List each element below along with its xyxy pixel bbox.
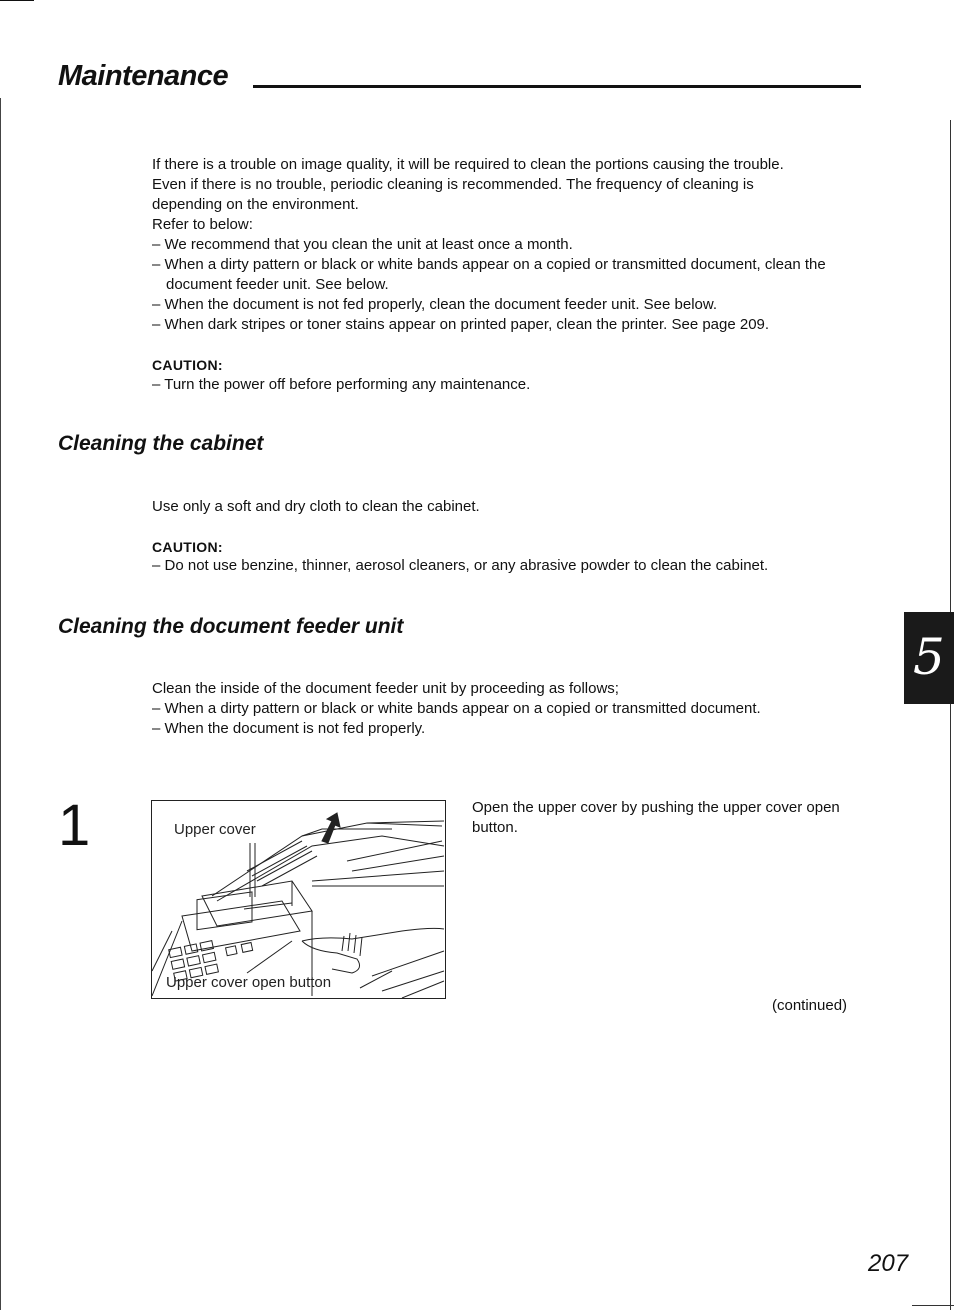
feeder-line: – When the document is not fed properly. [152, 720, 426, 737]
step-instruction: Open the upper cover by pushing the upper cover open button. [472, 799, 840, 836]
intro-section [152, 155, 872, 335]
label-open-button: Upper cover open button [166, 974, 332, 991]
caution-label: CAUTION: [152, 357, 223, 373]
intro-line: depending on the environment. [152, 196, 359, 213]
section-heading-cabinet: Cleaning the cabinet [58, 432, 264, 455]
intro-line: Even if there is no trouble, periodic cleaning is recommended. The frequency of cleaning is [152, 176, 754, 193]
feeder-illustration [151, 800, 446, 999]
intro-line: Refer to below: [152, 216, 253, 233]
caution-label: CAUTION: [152, 539, 223, 555]
left-edge-line [0, 98, 1, 1310]
intro-bullet-list [152, 235, 872, 335]
caution-text: – Turn the power off before performing any maintenance. [152, 376, 531, 393]
section-heading-feeder: Cleaning the document feeder unit [58, 615, 404, 638]
caution-text: – Do not use benzine, thinner, aerosol cleaners, or any abrasive powder to clean the cabinet. [152, 557, 769, 574]
list-item: – When dark stripes or toner stains appear on printed paper, clean the printer. See page 209. [152, 316, 770, 333]
right-edge-line [950, 120, 951, 1310]
chapter-tab-number: 5 [913, 628, 945, 686]
feeder-line: Clean the inside of the document feeder unit by proceeding as follows; [152, 680, 619, 697]
label-upper-cover: Upper cover [174, 821, 256, 838]
bottom-rule [912, 1305, 954, 1306]
page-title: Maintenance [58, 60, 229, 92]
corner-rule [0, 0, 34, 1]
list-item: – When the document is not fed properly, clean the document feeder unit. See below. [152, 296, 718, 313]
feeder-section [152, 679, 852, 739]
step-number: 1 [58, 793, 91, 858]
title-rule [253, 85, 861, 88]
page-number: 207 [868, 1250, 909, 1277]
list-item: – When a dirty pattern or black or white bands appear on a copied or transmitted document, clean the document feeder unit. See below. [152, 256, 826, 293]
continued-label: (continued) [772, 997, 848, 1014]
intro-line: If there is a trouble on image quality, it will be required to clean the portions causing the trouble. [152, 156, 784, 173]
list-item: – We recommend that you clean the unit at least once a month. [152, 236, 573, 253]
cabinet-text: Use only a soft and dry cloth to clean the cabinet. [152, 498, 480, 515]
feeder-line: – When a dirty pattern or black or white bands appear on a copied or transmitted document. [152, 700, 761, 717]
